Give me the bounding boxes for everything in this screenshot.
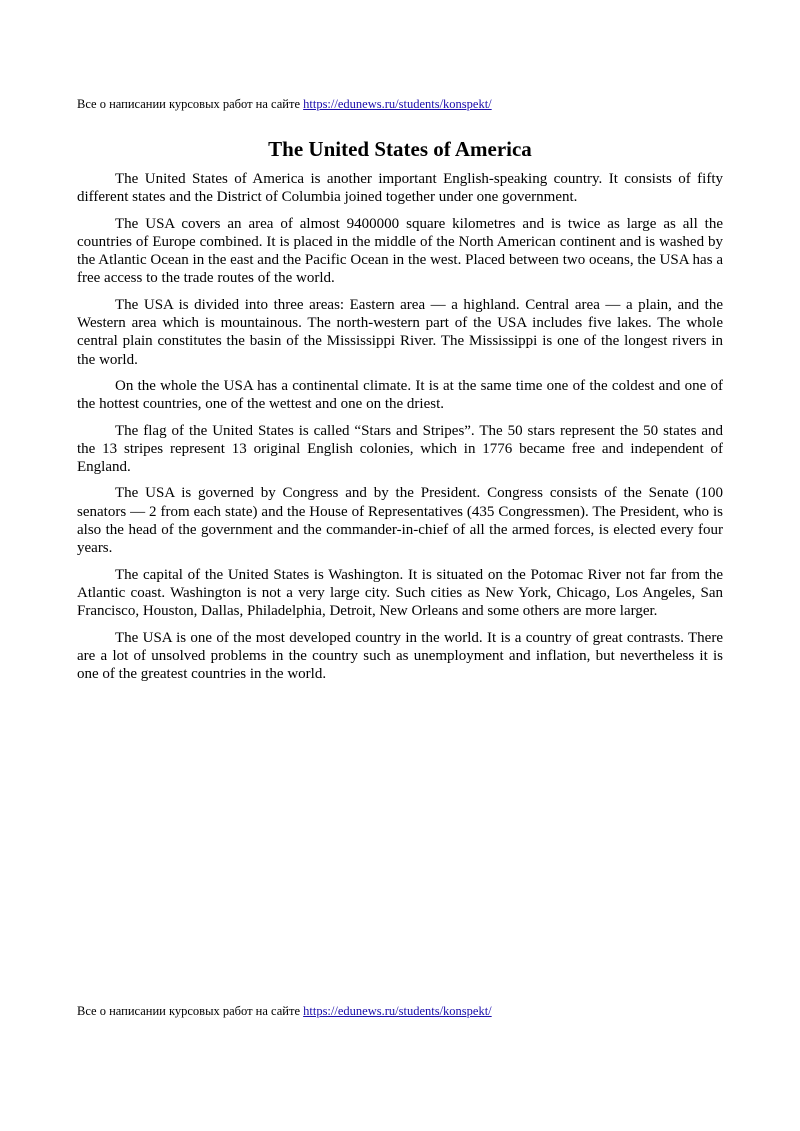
paragraph-7: The capital of the United States is Washington. It is situated on the Potomac River not far from the Atlantic coast. Washington is not a very large city. Such cities as New York, Chicago, Los Angeles, San Francisco, Houston, Dallas, Philadelphia, Detroit, New Orleans and some others are more larger. xyxy=(77,566,723,620)
paragraph-1: The United States of America is another important English-speaking country. It consists of fifty different states and the District of Columbia joined together under one government. xyxy=(77,171,723,206)
footer-text: Все о написании курсовых работ на сайте xyxy=(77,1004,304,1018)
paragraph-6: The USA is governed by Congress and by the President. Congress consists of the Senate (100 senators — 2 from each state) and the House of Representatives (435 Congressmen). The President, who is also the head of the government and the commander-in-chief of all the armed forces, is elected every four years. xyxy=(77,485,723,557)
paragraph-2: The USA covers an area of almost 9400000 square kilometres and is twice as large as all the countries of Europe combined. It is placed in the middle of the North American continent and is washed by the Atlantic Ocean in the east and the Pacific Ocean in the west. Placed between two oceans, the USA has a free access to the trade routes of the world. xyxy=(77,215,723,287)
paragraph-3: The USA is divided into three areas: Eastern area — a highland. Central area — a plain, and the Western area which is mountainous. The north-western part of the USA includes five lakes. The whole central plain constitutes the basin of the Mississippi River. The Mississippi is one of the longest rivers in the world. xyxy=(77,296,723,368)
paragraph-5: The flag of the United States is called “Stars and Stripes”. The 50 stars represent the 50 states and the 13 stripes represent 13 original English colonies, which in 1776 became free and independent of England. xyxy=(77,422,723,476)
page-header xyxy=(77,96,492,112)
header-link[interactable]: https://edunews.ru/students/konspekt/ xyxy=(303,97,492,111)
paragraph-4: On the whole the USA has a continental climate. It is at the same time one of the coldest and one of the hottest countries, one of the wettest and one on the driest. xyxy=(77,377,723,413)
footer-link[interactable]: https://edunews.ru/students/konspekt/ xyxy=(303,1004,492,1018)
document-title: The United States of America xyxy=(268,137,532,161)
header-text: Все о написании курсовых работ на сайте xyxy=(77,97,304,111)
paragraph-8: The USA is one of the most developed country in the world. It is a country of great contrasts. There are a lot of unsolved problems in the country such as unemployment and inflation, but nevertheless it is one of the greatest countries in the world. xyxy=(77,629,723,683)
document-body xyxy=(77,136,723,691)
page-footer xyxy=(77,1003,492,1019)
